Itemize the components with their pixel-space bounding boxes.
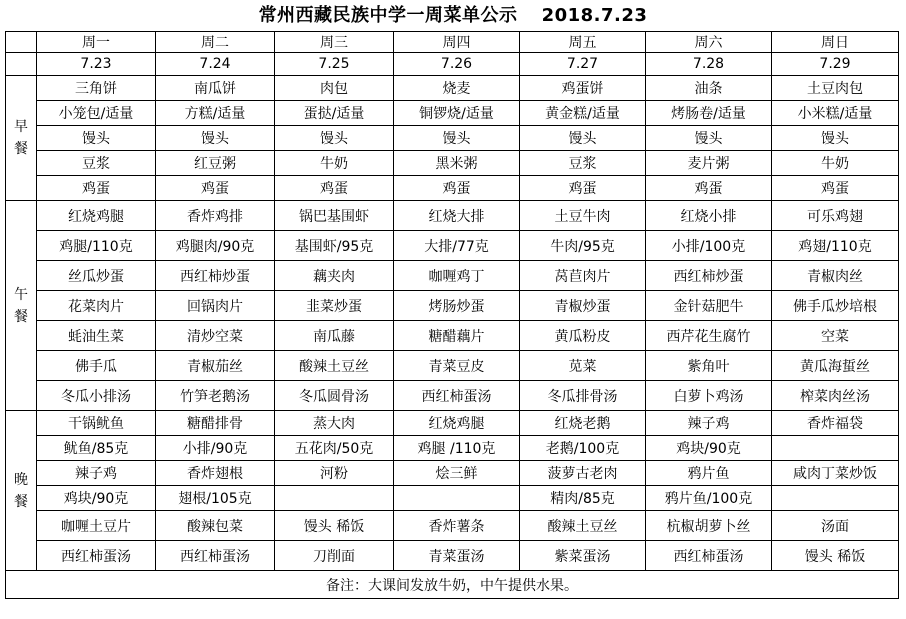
- dish-cell: 鸡块/90克: [37, 486, 156, 511]
- dinner-row: [6, 486, 899, 511]
- dish-cell: 鸡翅/110克: [772, 231, 899, 261]
- lunch-label: [6, 201, 37, 411]
- day-header-cell: 周三: [275, 32, 394, 53]
- dish-cell: 红烧小排: [646, 201, 772, 231]
- dish-cell: 黄瓜海蜇丝: [772, 351, 899, 381]
- dish-cell: 小排/100克: [646, 231, 772, 261]
- dish-cell: 肉包: [275, 76, 394, 101]
- dish-cell: 糖醋排骨: [156, 411, 275, 436]
- dish-cell: 馒头 稀饭: [275, 511, 394, 541]
- dish-cell: 烤肠卷/适量: [646, 101, 772, 126]
- dish-cell: 蚝油生菜: [37, 321, 156, 351]
- dish-cell: 翅根/105克: [156, 486, 275, 511]
- breakfast-row: [6, 151, 899, 176]
- menu-table: [5, 31, 899, 599]
- note-cell: 备注：大课间发放牛奶，中午提供水果。: [6, 571, 899, 599]
- lunch-label-char: 午: [14, 286, 28, 303]
- dish-cell: 鸡蛋饼: [520, 76, 646, 101]
- dish-cell: 河粉: [275, 461, 394, 486]
- dish-cell: 香炸鸡排: [156, 201, 275, 231]
- dish-cell: 香炸翅根: [156, 461, 275, 486]
- dish-cell: 冬瓜排骨汤: [520, 381, 646, 411]
- dish-cell: 咸肉丁菜炒饭: [772, 461, 899, 486]
- dish-cell: 丝瓜炒蛋: [37, 261, 156, 291]
- breakfast-row: [6, 126, 899, 151]
- dish-cell: 冬瓜小排汤: [37, 381, 156, 411]
- dish-cell: 鸡腿肉/90克: [156, 231, 275, 261]
- dish-cell: 西红柿蛋汤: [646, 541, 772, 571]
- dish-cell: 小米糕/适量: [772, 101, 899, 126]
- dish-cell: 基围虾/95克: [275, 231, 394, 261]
- dish-cell: [772, 486, 899, 511]
- breakfast-label: [6, 76, 37, 201]
- page-title: [0, 0, 906, 31]
- date-header-cell: 7.26: [394, 53, 520, 76]
- dish-cell: 馒头: [646, 126, 772, 151]
- dish-cell: 精肉/85克: [520, 486, 646, 511]
- dish-cell: 蛋挞/适量: [275, 101, 394, 126]
- breakfast-row: [6, 76, 899, 101]
- dish-cell: 香炸福袋: [772, 411, 899, 436]
- dish-cell: 清炒空菜: [156, 321, 275, 351]
- dish-cell: 韭菜炒蛋: [275, 291, 394, 321]
- dish-cell: 西红柿蛋汤: [394, 381, 520, 411]
- dish-cell: 麦片粥: [646, 151, 772, 176]
- dish-cell: 鸦片鱼: [646, 461, 772, 486]
- dish-cell: 鸡块/90克: [646, 436, 772, 461]
- dish-cell: 黄金糕/适量: [520, 101, 646, 126]
- dish-cell: 南瓜藤: [275, 321, 394, 351]
- dish-cell: 酸辣包菜: [156, 511, 275, 541]
- dish-cell: 辣子鸡: [37, 461, 156, 486]
- day-header-cell: 周四: [394, 32, 520, 53]
- dinner-label-char: 晚: [14, 471, 28, 488]
- dish-cell: 冬瓜圆骨汤: [275, 381, 394, 411]
- dinner-label: [6, 411, 37, 571]
- dish-cell: 鸡蛋: [275, 176, 394, 201]
- dish-cell: 黄瓜粉皮: [520, 321, 646, 351]
- dish-cell: 回锅肉片: [156, 291, 275, 321]
- dish-cell: 土豆肉包: [772, 76, 899, 101]
- dinner-row: [6, 461, 899, 486]
- lunch-row: [6, 381, 899, 411]
- dish-cell: 红烧鸡腿: [37, 201, 156, 231]
- dish-cell: 馒头: [156, 126, 275, 151]
- dish-cell: 红烧鸡腿: [394, 411, 520, 436]
- dish-cell: 菠萝古老肉: [520, 461, 646, 486]
- dish-cell: 五花肉/50克: [275, 436, 394, 461]
- dish-cell: 西红柿炒蛋: [646, 261, 772, 291]
- day-header-cell: 周五: [520, 32, 646, 53]
- dish-cell: 杭椒胡萝卜丝: [646, 511, 772, 541]
- dish-cell: 青椒肉丝: [772, 261, 899, 291]
- dish-cell: 烤肠炒蛋: [394, 291, 520, 321]
- dish-cell: 西红柿蛋汤: [37, 541, 156, 571]
- corner-cell: [6, 32, 37, 53]
- dish-cell: 香炸薯条: [394, 511, 520, 541]
- dish-cell: 蒸大肉: [275, 411, 394, 436]
- dish-cell: 馒头: [37, 126, 156, 151]
- dish-cell: 干锅鱿鱼: [37, 411, 156, 436]
- dish-cell: 红烧大排: [394, 201, 520, 231]
- date-header-cell: 7.29: [772, 53, 899, 76]
- dish-cell: 西红柿蛋汤: [156, 541, 275, 571]
- dish-cell: 牛奶: [275, 151, 394, 176]
- dish-cell: 三角饼: [37, 76, 156, 101]
- dish-cell: 豆浆: [37, 151, 156, 176]
- date-header-cell: 7.24: [156, 53, 275, 76]
- dish-cell: 豆浆: [520, 151, 646, 176]
- dish-cell: 土豆牛肉: [520, 201, 646, 231]
- dish-cell: 青菜蛋汤: [394, 541, 520, 571]
- dish-cell: 紫角叶: [646, 351, 772, 381]
- dish-cell: [772, 436, 899, 461]
- dish-cell: 青椒炒蛋: [520, 291, 646, 321]
- dish-cell: 汤面: [772, 511, 899, 541]
- dinner-row: [6, 541, 899, 571]
- breakfast-row: [6, 101, 899, 126]
- date-header-cell: 7.28: [646, 53, 772, 76]
- dish-cell: 小排/90克: [156, 436, 275, 461]
- day-header-row: [6, 32, 899, 53]
- dish-cell: 鸡蛋: [394, 176, 520, 201]
- dish-cell: 南瓜饼: [156, 76, 275, 101]
- dish-cell: 佛手瓜炒培根: [772, 291, 899, 321]
- dish-cell: 紫菜蛋汤: [520, 541, 646, 571]
- dish-cell: 西红柿炒蛋: [156, 261, 275, 291]
- day-header-cell: 周六: [646, 32, 772, 53]
- dinner-row: [6, 411, 899, 436]
- dish-cell: 烩三鲜: [394, 461, 520, 486]
- dish-cell: 青椒茄丝: [156, 351, 275, 381]
- dinner-label-char: 餐: [14, 493, 28, 510]
- day-header-cell: 周二: [156, 32, 275, 53]
- dish-cell: 白萝卜鸡汤: [646, 381, 772, 411]
- dish-cell: 苋菜: [520, 351, 646, 381]
- dish-cell: 馒头: [275, 126, 394, 151]
- dish-cell: 鸡腿 /110克: [394, 436, 520, 461]
- dish-cell: 鱿鱼/85克: [37, 436, 156, 461]
- breakfast-row: [6, 176, 899, 201]
- dish-cell: 酸辣土豆丝: [275, 351, 394, 381]
- lunch-row: [6, 351, 899, 381]
- title-text: 常州西藏民族中学一周菜单公示: [258, 5, 518, 26]
- dinner-row: [6, 436, 899, 461]
- date-header-cell: 7.23: [37, 53, 156, 76]
- dish-cell: 小笼包/适量: [37, 101, 156, 126]
- dish-cell: 铜锣烧/适量: [394, 101, 520, 126]
- lunch-row: [6, 231, 899, 261]
- dish-cell: [394, 486, 520, 511]
- lunch-row: [6, 261, 899, 291]
- dish-cell: 青菜豆皮: [394, 351, 520, 381]
- dish-cell: 牛肉/95克: [520, 231, 646, 261]
- dish-cell: 鸦片鱼/100克: [646, 486, 772, 511]
- dish-cell: 金针菇肥牛: [646, 291, 772, 321]
- dish-cell: 鸡蛋: [772, 176, 899, 201]
- dish-cell: 藕夹肉: [275, 261, 394, 291]
- dish-cell: 方糕/适量: [156, 101, 275, 126]
- note-row: [6, 571, 899, 599]
- date-header-cell: 7.25: [275, 53, 394, 76]
- dish-cell: 老鹅/100克: [520, 436, 646, 461]
- date-header-cell: 7.27: [520, 53, 646, 76]
- corner-cell: [6, 53, 37, 76]
- dish-cell: 牛奶: [772, 151, 899, 176]
- dish-cell: 馒头: [520, 126, 646, 151]
- dish-cell: 油条: [646, 76, 772, 101]
- dish-cell: 榨菜肉丝汤: [772, 381, 899, 411]
- lunch-row: [6, 291, 899, 321]
- dish-cell: 黑米粥: [394, 151, 520, 176]
- dish-cell: 红烧老鹅: [520, 411, 646, 436]
- menu-table-body: [6, 32, 899, 599]
- dish-cell: 糖醋藕片: [394, 321, 520, 351]
- breakfast-label-char: 早: [14, 119, 28, 135]
- dish-cell: 馒头: [772, 126, 899, 151]
- day-header-cell: 周日: [772, 32, 899, 53]
- title-date: 2018.7.23: [541, 5, 648, 26]
- dish-cell: 鸡蛋: [520, 176, 646, 201]
- dish-cell: 大排/77克: [394, 231, 520, 261]
- dish-cell: 烧麦: [394, 76, 520, 101]
- dish-cell: 刀削面: [275, 541, 394, 571]
- lunch-label-char: 餐: [14, 308, 28, 325]
- dish-cell: 鸡蛋: [37, 176, 156, 201]
- dish-cell: 咖喱鸡丁: [394, 261, 520, 291]
- dish-cell: 佛手瓜: [37, 351, 156, 381]
- dish-cell: 馒头: [394, 126, 520, 151]
- dish-cell: 锅巴基围虾: [275, 201, 394, 231]
- dish-cell: 红豆粥: [156, 151, 275, 176]
- dish-cell: 鸡蛋: [646, 176, 772, 201]
- dish-cell: [275, 486, 394, 511]
- dish-cell: 咖喱土豆片: [37, 511, 156, 541]
- dish-cell: 西芹花生腐竹: [646, 321, 772, 351]
- dish-cell: 辣子鸡: [646, 411, 772, 436]
- date-header-row: [6, 53, 899, 76]
- dish-cell: 酸辣土豆丝: [520, 511, 646, 541]
- dish-cell: 鸡腿/110克: [37, 231, 156, 261]
- dish-cell: 莴苣肉片: [520, 261, 646, 291]
- day-header-cell: 周一: [37, 32, 156, 53]
- lunch-row: [6, 201, 899, 231]
- dinner-row: [6, 511, 899, 541]
- dish-cell: 花菜肉片: [37, 291, 156, 321]
- breakfast-label-char: 餐: [14, 141, 28, 157]
- dish-cell: 可乐鸡翅: [772, 201, 899, 231]
- dish-cell: 鸡蛋: [156, 176, 275, 201]
- dish-cell: 竹笋老鹅汤: [156, 381, 275, 411]
- lunch-row: [6, 321, 899, 351]
- dish-cell: 馒头 稀饭: [772, 541, 899, 571]
- dish-cell: 空菜: [772, 321, 899, 351]
